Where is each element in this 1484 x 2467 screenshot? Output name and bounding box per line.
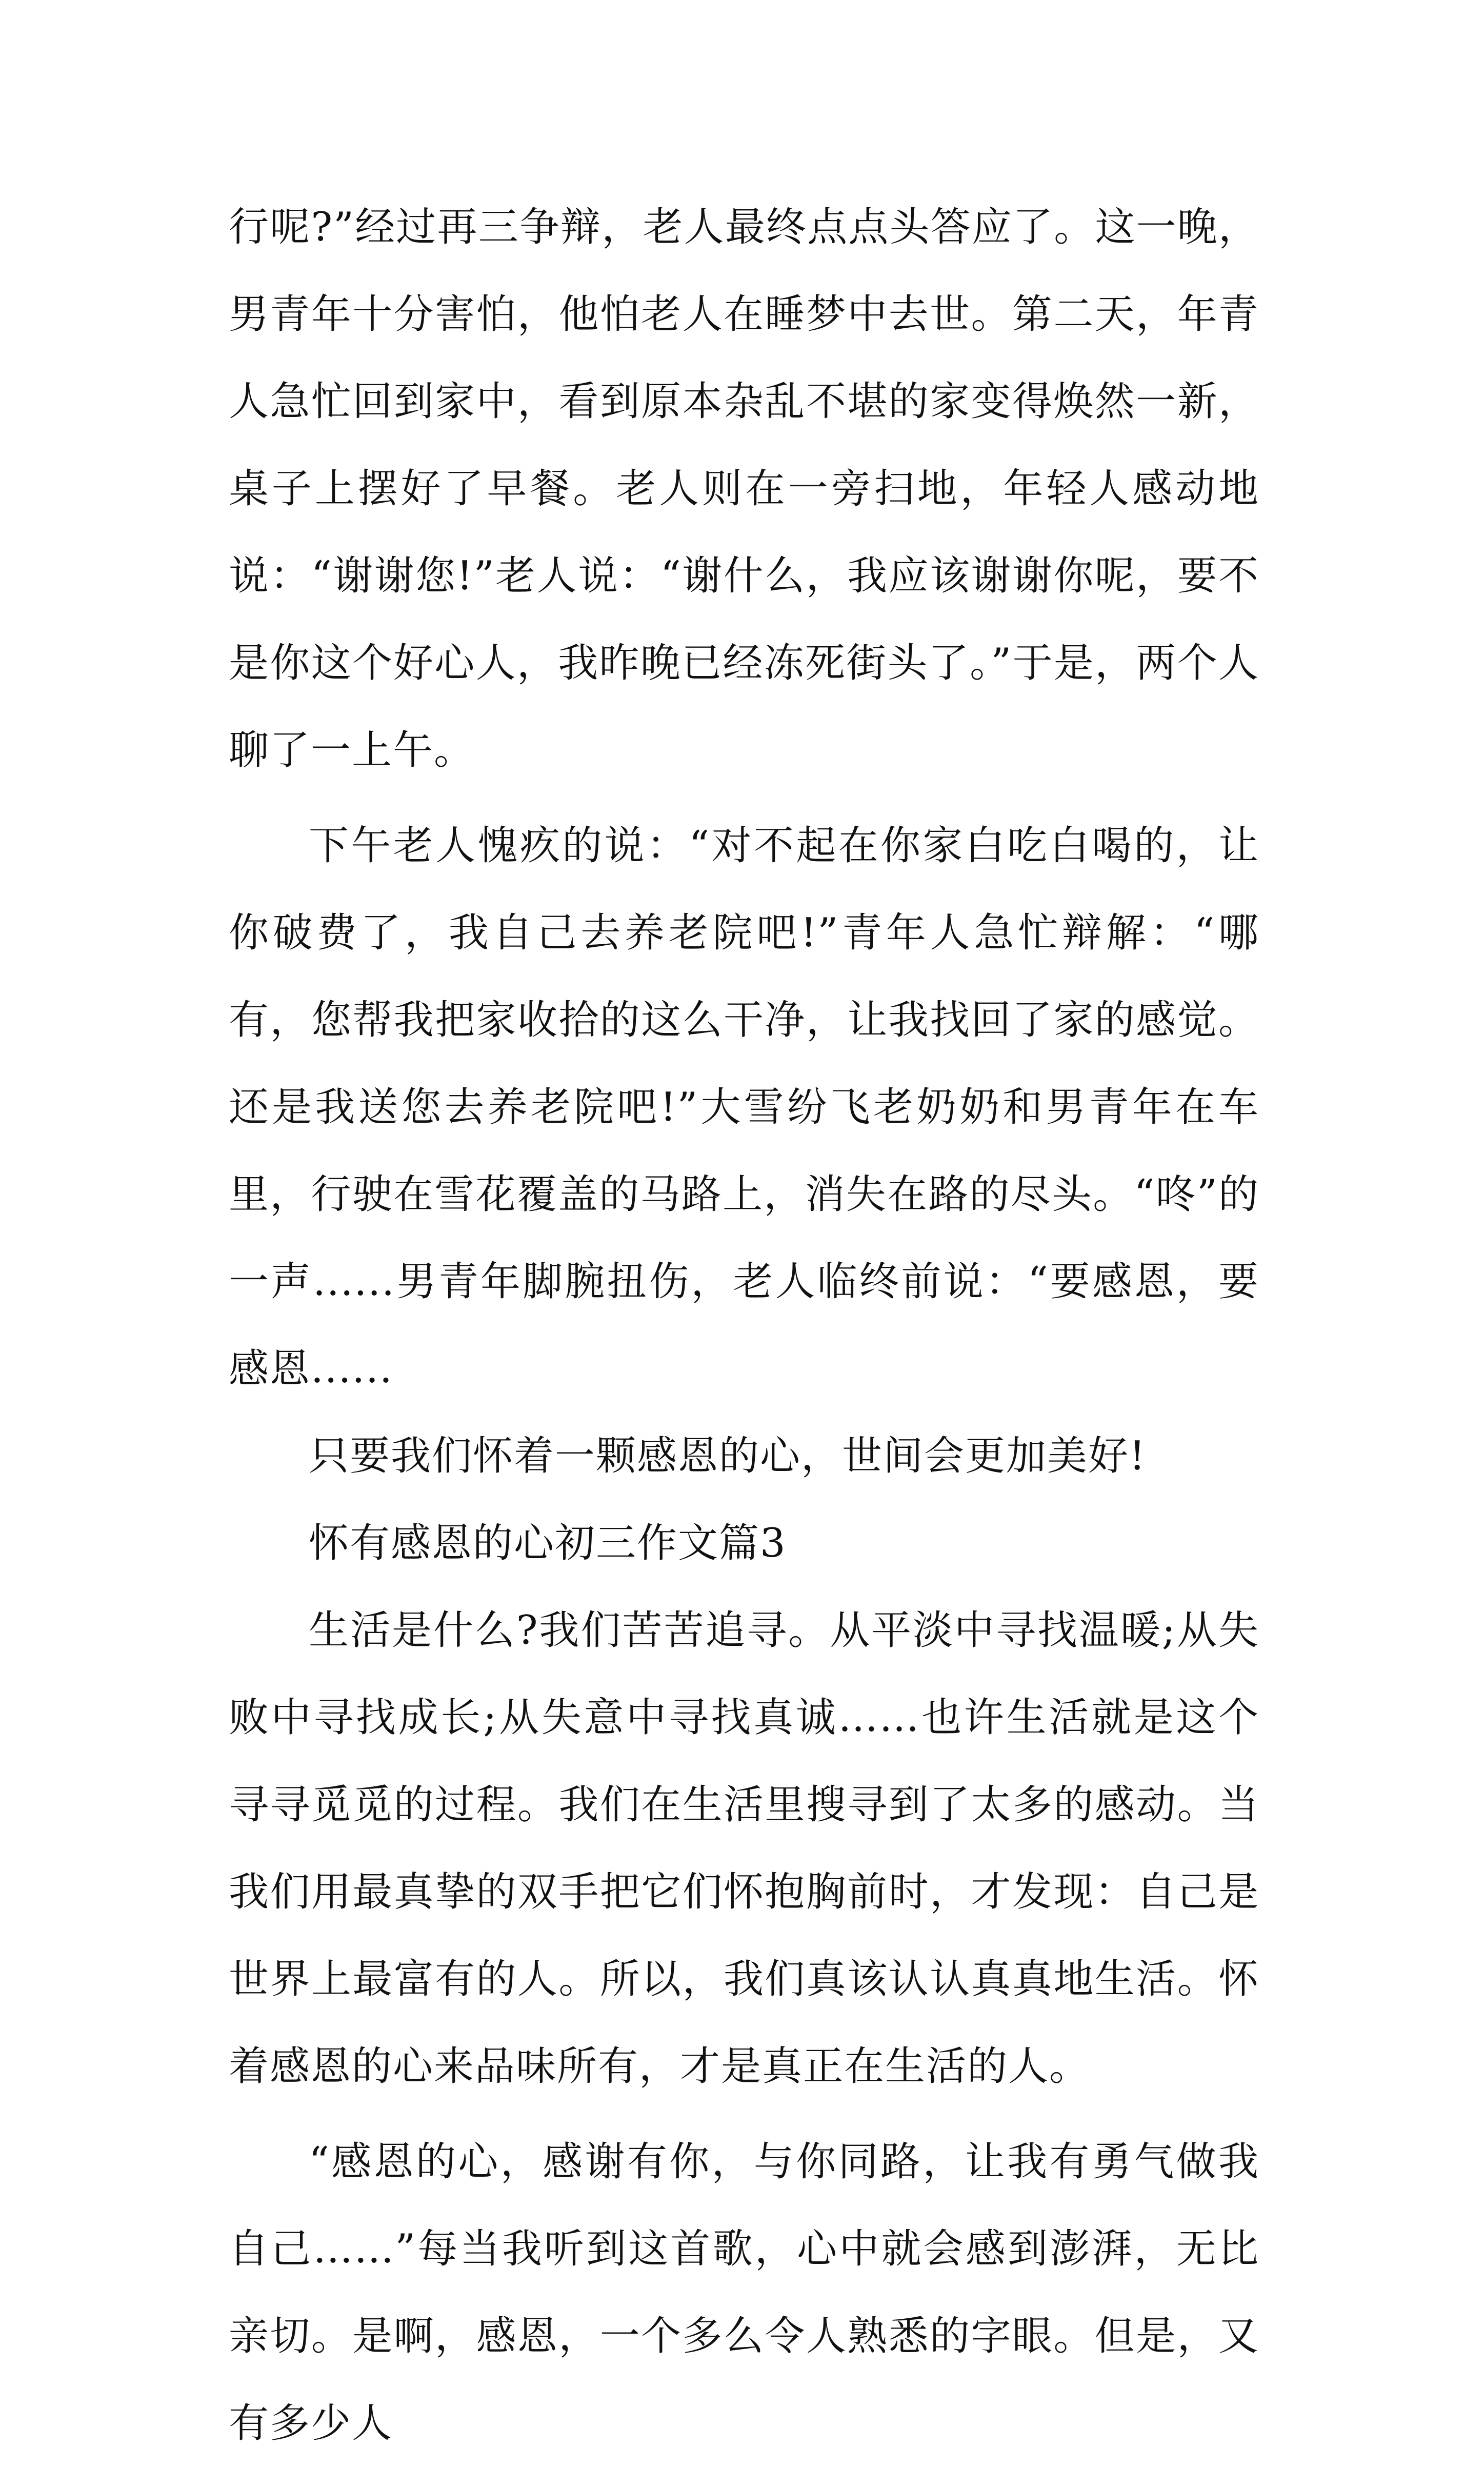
section-heading: 怀有感恩的心初三作文篇3: [309, 1520, 787, 1566]
paragraph-story-continuation: 行呢?”经过再三争辩，老人最终点点头答应了。这一晚，男青年十分害怕，他怕老人在睡梦中去世。第二天，年青人急忙回到家中，看到原本杂乱不堪的家变得焕然一新，桌子上摆好了早餐。老人则在一旁扫地，年轻人感动地说：“谢谢您!”老人说：“谢什么，我应该谢谢你呢，要不是你这个好心人，我昨晚已经冻死街头了。”于是，两个人聊了一上午。: [229, 204, 1259, 773]
document-body: [229, 184, 1259, 2467]
paragraph-life: 生活是什么?我们苦苦追寻。从平淡中寻找温暖;从失败中寻找成长;从失意中寻找真诚……也许生活就是这个寻寻觅觅的过程。我们在生活里搜寻到了太多的感动。当我们用最真挚的双手把它们怀抱胸前时，才发现：自己是世界上最富有的人。所以，我们真该认认真真地生活。怀着感恩的心来品味所有，才是真正在生活的人。: [229, 1607, 1259, 2090]
paragraph-afternoon: 下午老人愧疚的说：“对不起在你家白吃白喝的，让你破费了，我自己去养老院吧!”青年人急忙辩解：“哪有，您帮我把家收拾的这么干净，让我找回了家的感觉。还是我送您去养老院吧!”大雪纷飞老奶奶和男青年在车里，行驶在雪花覆盖的马路上，消失在路的尽头。“咚”的一声......男青年脚腕扭伤，老人临终前说：“要感恩，要感恩......: [229, 823, 1259, 1392]
paragraph-song: “感恩的心，感谢有你，与你同路，让我有勇气做我自己……”每当我听到这首歌，心中就会感到澎湃，无比亲切。是啊，感恩，一个多么令人熟悉的字眼。但是，又有多少人: [229, 2139, 1259, 2446]
paragraph-conclusion: 只要我们怀着一颗感恩的心，世间会更加美好!: [309, 1433, 1147, 1479]
